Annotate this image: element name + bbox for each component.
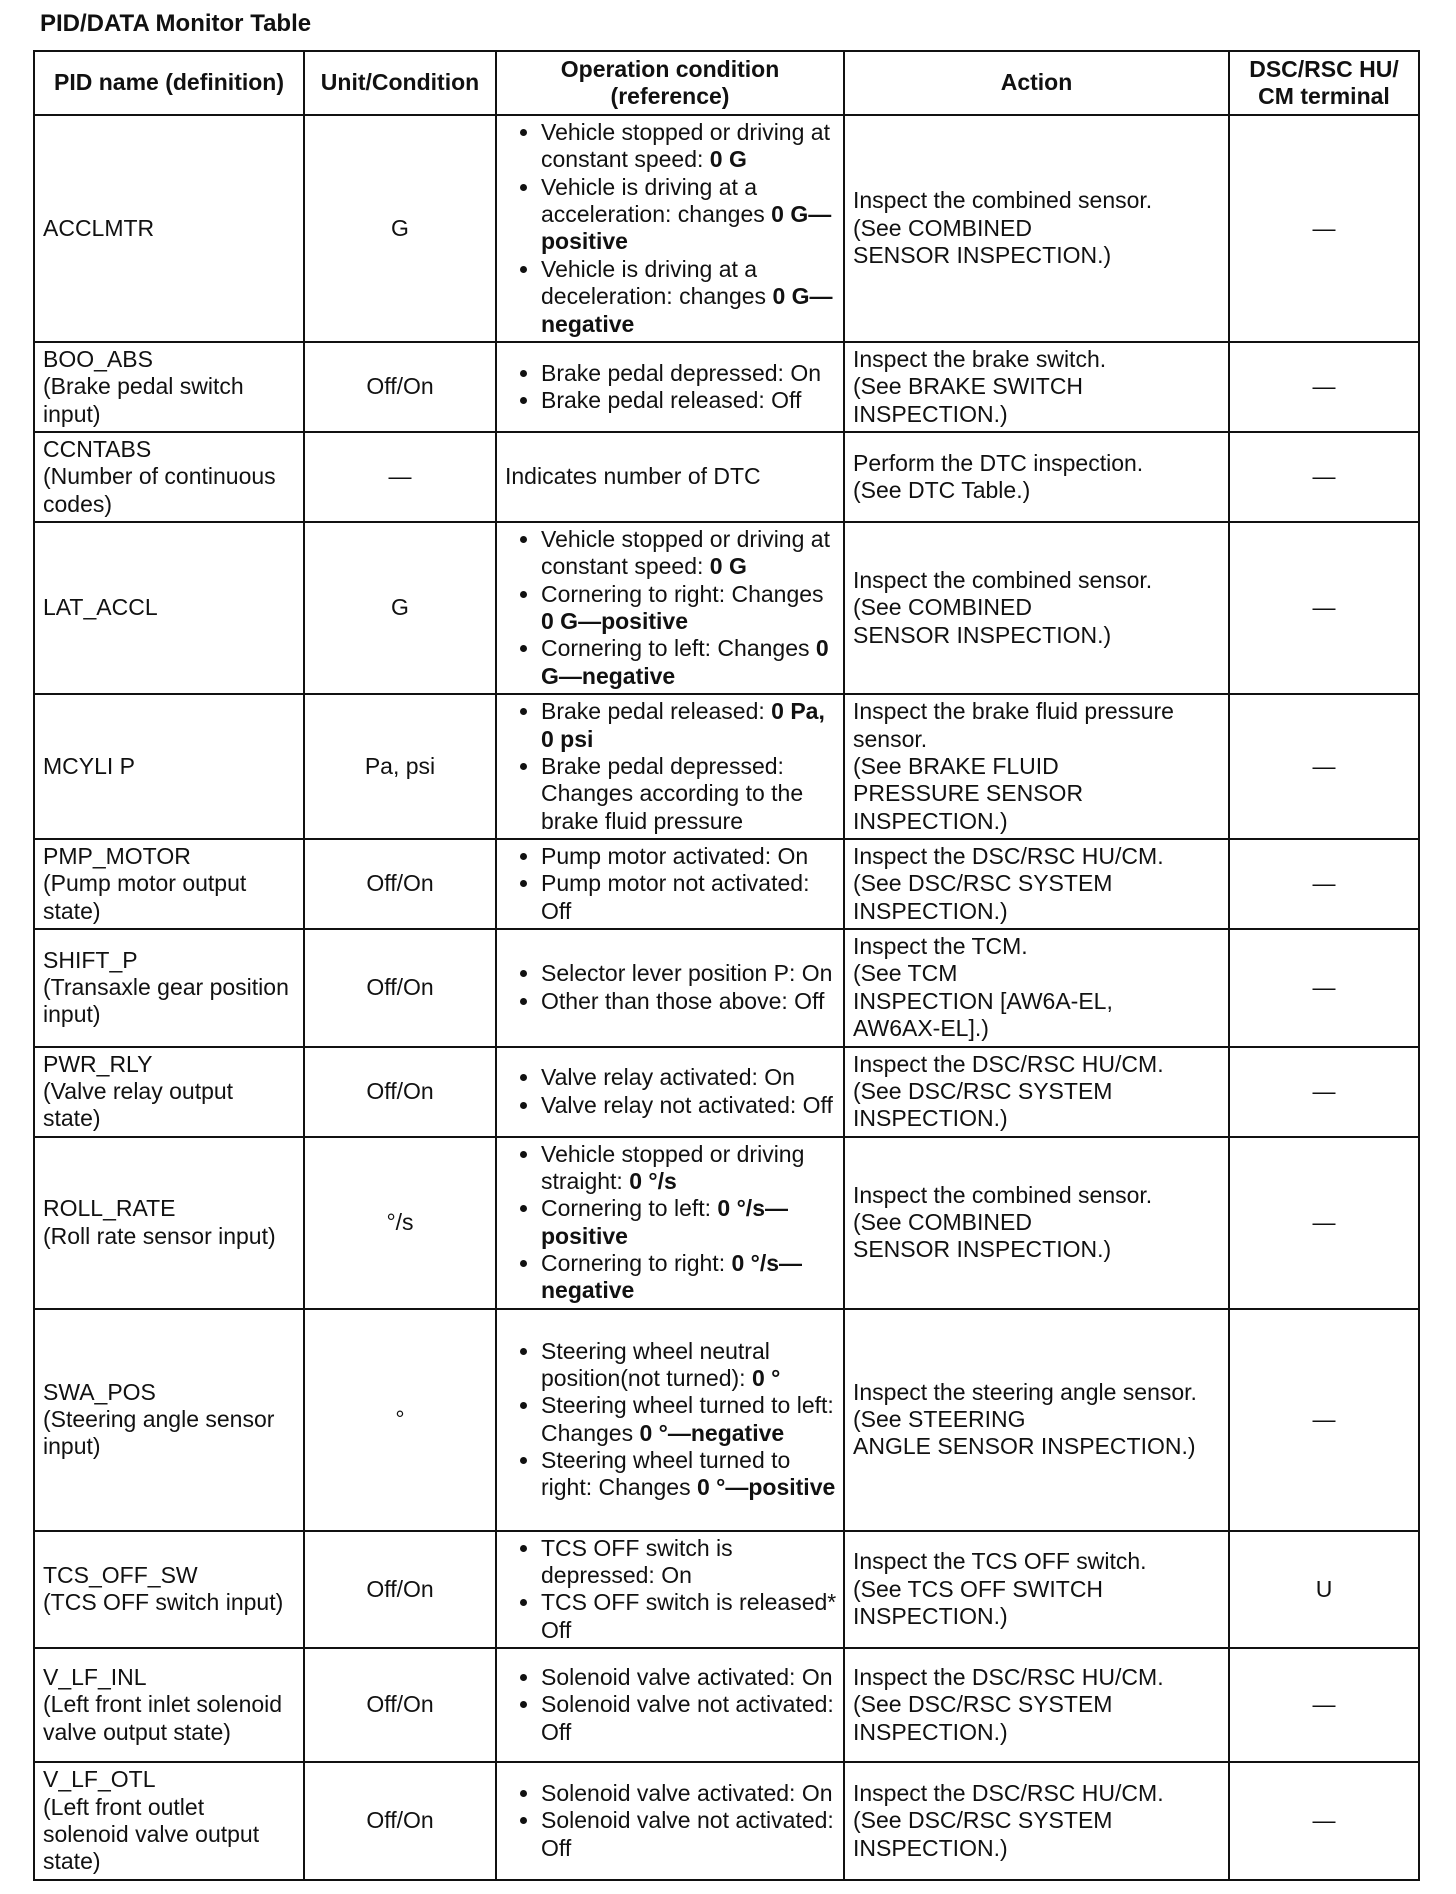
- condition-value: 0 °/s: [629, 1167, 677, 1194]
- page-title: PID/DATA Monitor Table: [40, 10, 312, 37]
- table-row: [34, 522, 1419, 694]
- condition-list: [505, 119, 837, 338]
- condition-item: [541, 387, 837, 414]
- condition-list: [505, 1141, 837, 1305]
- condition-value: 0 G: [709, 146, 747, 173]
- condition-value: 0 °—positive: [696, 1474, 836, 1501]
- condition-item: [541, 256, 837, 338]
- pid-definition: (Brake pedal switch input): [43, 373, 244, 427]
- condition-value: 0 G: [709, 553, 747, 580]
- condition-text: TCS OFF switch is released* Off: [541, 1589, 837, 1643]
- condition-cell: [496, 432, 844, 522]
- action-cell: [844, 522, 1229, 694]
- condition-text: Valve relay activated: On: [541, 1064, 795, 1091]
- pid-name-cell: [34, 839, 304, 929]
- condition-value: 0 °/s—negative: [541, 1250, 803, 1304]
- condition-text: Steering wheel turned to left: Changes: [541, 1392, 834, 1446]
- condition-item: [541, 870, 837, 925]
- pid-definition: (TCS OFF switch input): [43, 1589, 284, 1616]
- unit-cell: °/s: [304, 1137, 496, 1309]
- condition-value: 0 G—negative: [541, 635, 829, 689]
- terminal-cell: —: [1229, 839, 1419, 929]
- header-pid: PID name (definition): [34, 51, 304, 115]
- pid-definition: (Roll rate sensor input): [43, 1222, 276, 1249]
- condition-cell: [496, 115, 844, 342]
- action-line: INSPECTION [AW6A-EL,: [853, 987, 1113, 1014]
- condition-value: 0 Pa, 0 psi: [541, 698, 825, 752]
- condition-text: Brake pedal depressed: On: [541, 359, 822, 386]
- condition-text: Selector lever position P: On: [541, 960, 833, 987]
- condition-text: Valve relay not activated: Off: [541, 1091, 833, 1118]
- action-line: INSPECTION.): [853, 897, 1008, 924]
- action-line: Inspect the DSC/RSC HU/CM.: [853, 1050, 1164, 1077]
- condition-item: [541, 1664, 837, 1691]
- condition-cell: [496, 929, 844, 1046]
- action-cell: [844, 1531, 1229, 1648]
- table-row: [34, 1648, 1419, 1762]
- condition-text: Brake pedal released: Off: [541, 386, 802, 413]
- table-row: [34, 1762, 1419, 1879]
- condition-text: Indicates number of DTC: [505, 463, 761, 490]
- pid-definition: (Valve relay output state): [43, 1077, 234, 1132]
- header-unit: Unit/Condition: [304, 51, 496, 115]
- pid-name-cell: [34, 1531, 304, 1648]
- condition-value: 0 G—negative: [541, 283, 833, 337]
- action-line: INSPECTION.): [853, 807, 1008, 834]
- action-line: INSPECTION.): [853, 1834, 1008, 1861]
- terminal-cell: —: [1229, 1047, 1419, 1137]
- action-line: INSPECTION.): [853, 1603, 1008, 1630]
- condition-cell: [496, 1047, 844, 1137]
- terminal-cell: —: [1229, 1648, 1419, 1762]
- header-action: Action: [844, 51, 1229, 115]
- condition-item: [541, 960, 837, 987]
- pid-name-cell: [34, 342, 304, 432]
- action-cell: [844, 1309, 1229, 1531]
- action-cell: [844, 694, 1229, 839]
- action-line: INSPECTION.): [853, 1105, 1008, 1132]
- condition-text: Cornering to right:: [541, 1250, 732, 1277]
- action-cell: [844, 115, 1229, 342]
- table-row: [34, 115, 1419, 342]
- unit-cell: —: [304, 432, 496, 522]
- terminal-cell: —: [1229, 115, 1419, 342]
- pid-name: TCS_OFF_SW: [43, 1562, 198, 1589]
- condition-item: [541, 1807, 837, 1862]
- condition-text: Steering wheel turned to right: Changes: [541, 1447, 791, 1501]
- condition-list: [505, 1064, 837, 1119]
- condition-text: Vehicle is driving at a deceleration: changes: [541, 255, 773, 310]
- action-cell: [844, 929, 1229, 1046]
- condition-item: [541, 1589, 837, 1644]
- condition-item: [541, 753, 837, 835]
- condition-list: [505, 960, 837, 1015]
- table-row: [34, 694, 1419, 839]
- condition-item: [541, 1780, 837, 1807]
- unit-cell: Off/On: [304, 1648, 496, 1762]
- condition-text: Pump motor not activated: Off: [541, 870, 810, 924]
- condition-cell: [496, 1309, 844, 1531]
- terminal-cell: U: [1229, 1531, 1419, 1648]
- condition-text: Solenoid valve activated: On: [541, 1779, 833, 1806]
- table-body: [34, 115, 1419, 1880]
- condition-text: Solenoid valve activated: On: [541, 1664, 833, 1691]
- condition-cell: [496, 839, 844, 929]
- pid-name: ROLL_RATE: [43, 1195, 176, 1222]
- action-cell: [844, 342, 1229, 432]
- condition-text: Brake pedal depressed: Changes according to the brake fluid pressure: [541, 752, 804, 834]
- pid-definition: (Transaxle gear position input): [43, 974, 289, 1028]
- condition-item: [541, 526, 837, 581]
- table-row: [34, 1309, 1419, 1531]
- unit-cell: °: [304, 1309, 496, 1531]
- action-line: (See TCM: [853, 960, 958, 987]
- condition-cell: [496, 1137, 844, 1309]
- condition-text: Vehicle stopped or driving at constant speed:: [541, 119, 830, 173]
- condition-text: Cornering to left:: [541, 1195, 718, 1222]
- table-row: [34, 839, 1419, 929]
- action-line: (See DSC/RSC SYSTEM: [853, 870, 1113, 897]
- condition-text: Vehicle stopped or driving at constant speed:: [541, 526, 830, 580]
- pid-name: CCNTABS: [43, 435, 152, 462]
- condition-list: [505, 526, 837, 690]
- condition-cell: [496, 342, 844, 432]
- action-line: Perform the DTC inspection.: [853, 449, 1144, 476]
- condition-cell: [496, 522, 844, 694]
- pid-definition: (Number of continuous codes): [43, 463, 276, 517]
- pid-definition: (Left front inlet solenoid valve output state): [43, 1691, 283, 1745]
- condition-value: 0 °—negative: [639, 1419, 785, 1446]
- action-line: Inspect the brake switch.: [853, 345, 1107, 372]
- action-line: PRESSURE SENSOR: [853, 780, 1084, 807]
- condition-item: [541, 635, 837, 690]
- action-line: (See BRAKE FLUID: [853, 752, 1059, 779]
- pid-name-cell: [34, 694, 304, 839]
- unit-cell: Off/On: [304, 1531, 496, 1648]
- action-line: Inspect the DSC/RSC HU/CM.: [853, 842, 1164, 869]
- header-condition: Operation condition (reference): [496, 51, 844, 115]
- action-cell: [844, 1762, 1229, 1879]
- action-line: (See COMBINED: [853, 214, 1032, 241]
- condition-text: Vehicle stopped or driving straight:: [541, 1140, 805, 1194]
- action-line: SENSOR INSPECTION.): [853, 242, 1112, 269]
- action-line: (See TCS OFF SWITCH: [853, 1575, 1104, 1602]
- table-row: [34, 432, 1419, 522]
- pid-definition: (Steering angle sensor input): [43, 1406, 275, 1460]
- pid-name: PMP_MOTOR: [43, 842, 191, 869]
- header-terminal: DSC/RSC HU/ CM terminal: [1229, 51, 1419, 115]
- action-line: INSPECTION.): [853, 400, 1008, 427]
- condition-item: [541, 1250, 837, 1305]
- action-cell: [844, 1137, 1229, 1309]
- table-row: [34, 1531, 1419, 1648]
- condition-cell: [496, 1531, 844, 1648]
- pid-name: BOO_ABS: [43, 345, 153, 372]
- unit-cell: Off/On: [304, 1762, 496, 1879]
- action-line: Inspect the steering angle sensor.: [853, 1378, 1197, 1405]
- action-line: (See DTC Table.): [853, 476, 1031, 503]
- action-line: (See COMBINED: [853, 1208, 1032, 1235]
- condition-item: [541, 1064, 837, 1091]
- action-line: (See BRAKE SWITCH: [853, 373, 1084, 400]
- condition-item: [541, 1535, 837, 1590]
- unit-cell: G: [304, 522, 496, 694]
- pid-name: SHIFT_P: [43, 946, 138, 973]
- condition-list: [505, 360, 837, 415]
- pid-monitor-table: [33, 50, 1420, 1881]
- pid-name-cell: [34, 1137, 304, 1309]
- pid-name-cell: [34, 522, 304, 694]
- terminal-cell: —: [1229, 1762, 1419, 1879]
- condition-item: [541, 1092, 837, 1119]
- unit-cell: Pa, psi: [304, 694, 496, 839]
- condition-list: [505, 843, 837, 925]
- condition-item: [541, 174, 837, 256]
- condition-text: Steering wheel neutral position(not turned):: [541, 1337, 770, 1392]
- action-line: (See DSC/RSC SYSTEM: [853, 1691, 1113, 1718]
- condition-item: [541, 988, 837, 1015]
- action-line: (See DSC/RSC SYSTEM: [853, 1077, 1113, 1104]
- unit-cell: G: [304, 115, 496, 342]
- condition-text: Cornering to left: Changes: [541, 635, 816, 662]
- condition-list: [505, 1664, 837, 1746]
- terminal-cell: —: [1229, 694, 1419, 839]
- condition-cell: [496, 1762, 844, 1879]
- action-line: Inspect the combined sensor.: [853, 187, 1153, 214]
- terminal-cell: —: [1229, 929, 1419, 1046]
- condition-text: TCS OFF switch is depressed: On: [541, 1534, 733, 1589]
- condition-value: 0 °/s—positive: [541, 1195, 788, 1249]
- condition-item: [541, 119, 837, 174]
- pid-name: PWR_RLY: [43, 1050, 153, 1077]
- condition-item: [541, 1195, 837, 1250]
- condition-cell: [496, 694, 844, 839]
- condition-item: [541, 698, 837, 753]
- condition-list: [505, 1780, 837, 1862]
- action-line: Inspect the DSC/RSC HU/CM.: [853, 1664, 1164, 1691]
- table-header-row: [34, 51, 1419, 115]
- action-line: ANGLE SENSOR INSPECTION.): [853, 1433, 1196, 1460]
- pid-definition: (Left front outlet solenoid valve output state): [43, 1793, 260, 1875]
- action-cell: [844, 432, 1229, 522]
- action-line: (See DSC/RSC SYSTEM: [853, 1807, 1113, 1834]
- condition-text: Other than those above: Off: [541, 987, 825, 1014]
- table-row: [34, 342, 1419, 432]
- condition-item: [541, 581, 837, 636]
- condition-list: [505, 1338, 837, 1502]
- condition-item: [541, 1141, 837, 1196]
- pid-name: V_LF_INL: [43, 1664, 147, 1691]
- terminal-cell: —: [1229, 1309, 1419, 1531]
- action-line: SENSOR INSPECTION.): [853, 621, 1112, 648]
- unit-cell: Off/On: [304, 839, 496, 929]
- unit-cell: Off/On: [304, 929, 496, 1046]
- action-line: (See COMBINED: [853, 594, 1032, 621]
- action-line: Inspect the TCM.: [853, 933, 1028, 960]
- action-line: Inspect the combined sensor.: [853, 1181, 1153, 1208]
- condition-item: [541, 360, 837, 387]
- action-line: Inspect the brake fluid pressure sensor.: [853, 698, 1174, 752]
- condition-item: [541, 1447, 837, 1502]
- table-row: [34, 1137, 1419, 1309]
- pid-name-cell: [34, 115, 304, 342]
- action-line: AW6AX-EL].): [853, 1015, 989, 1042]
- action-line: (See STEERING: [853, 1406, 1026, 1433]
- condition-value: 0 G—positive: [541, 608, 688, 635]
- condition-item: [541, 1691, 837, 1746]
- table-row: [34, 1047, 1419, 1137]
- pid-name: V_LF_OTL: [43, 1766, 156, 1793]
- condition-text: Cornering to right: Changes: [541, 580, 824, 607]
- action-cell: [844, 1047, 1229, 1137]
- condition-list: [505, 1535, 837, 1644]
- pid-name-cell: [34, 1648, 304, 1762]
- table-row: [34, 929, 1419, 1046]
- pid-name: SWA_POS: [43, 1378, 156, 1405]
- condition-cell: [496, 1648, 844, 1762]
- condition-text: Vehicle is driving at a acceleration: changes: [541, 173, 772, 228]
- action-line: Inspect the DSC/RSC HU/CM.: [853, 1779, 1164, 1806]
- terminal-cell: —: [1229, 522, 1419, 694]
- action-line: INSPECTION.): [853, 1718, 1008, 1745]
- terminal-cell: —: [1229, 1137, 1419, 1309]
- condition-list: [505, 698, 837, 835]
- pid-name-cell: [34, 1047, 304, 1137]
- pid-name: ACCLMTR: [43, 214, 155, 241]
- condition-value: 0 °: [751, 1365, 781, 1392]
- unit-cell: Off/On: [304, 1047, 496, 1137]
- condition-item: [541, 1392, 837, 1447]
- condition-text: Solenoid valve not activated: Off: [541, 1691, 834, 1745]
- condition-text: Pump motor activated: On: [541, 842, 809, 869]
- action-cell: [844, 839, 1229, 929]
- action-line: Inspect the TCS OFF switch.: [853, 1548, 1147, 1575]
- condition-value: 0 G—positive: [541, 201, 832, 255]
- pid-name: MCYLI P: [43, 752, 136, 779]
- pid-name-cell: [34, 1762, 304, 1879]
- terminal-cell: —: [1229, 342, 1419, 432]
- pid-name-cell: [34, 929, 304, 1046]
- action-line: SENSOR INSPECTION.): [853, 1236, 1112, 1263]
- pid-definition: (Pump motor output state): [43, 870, 247, 924]
- condition-item: [541, 843, 837, 870]
- pid-name: LAT_ACCL: [43, 594, 158, 621]
- condition-text: Brake pedal released:: [541, 698, 772, 725]
- action-cell: [844, 1648, 1229, 1762]
- condition-item: [541, 1338, 837, 1393]
- action-line: Inspect the combined sensor.: [853, 567, 1153, 594]
- condition-text: Solenoid valve not activated: Off: [541, 1807, 834, 1861]
- terminal-cell: —: [1229, 432, 1419, 522]
- pid-name-cell: [34, 1309, 304, 1531]
- pid-name-cell: [34, 432, 304, 522]
- unit-cell: Off/On: [304, 342, 496, 432]
